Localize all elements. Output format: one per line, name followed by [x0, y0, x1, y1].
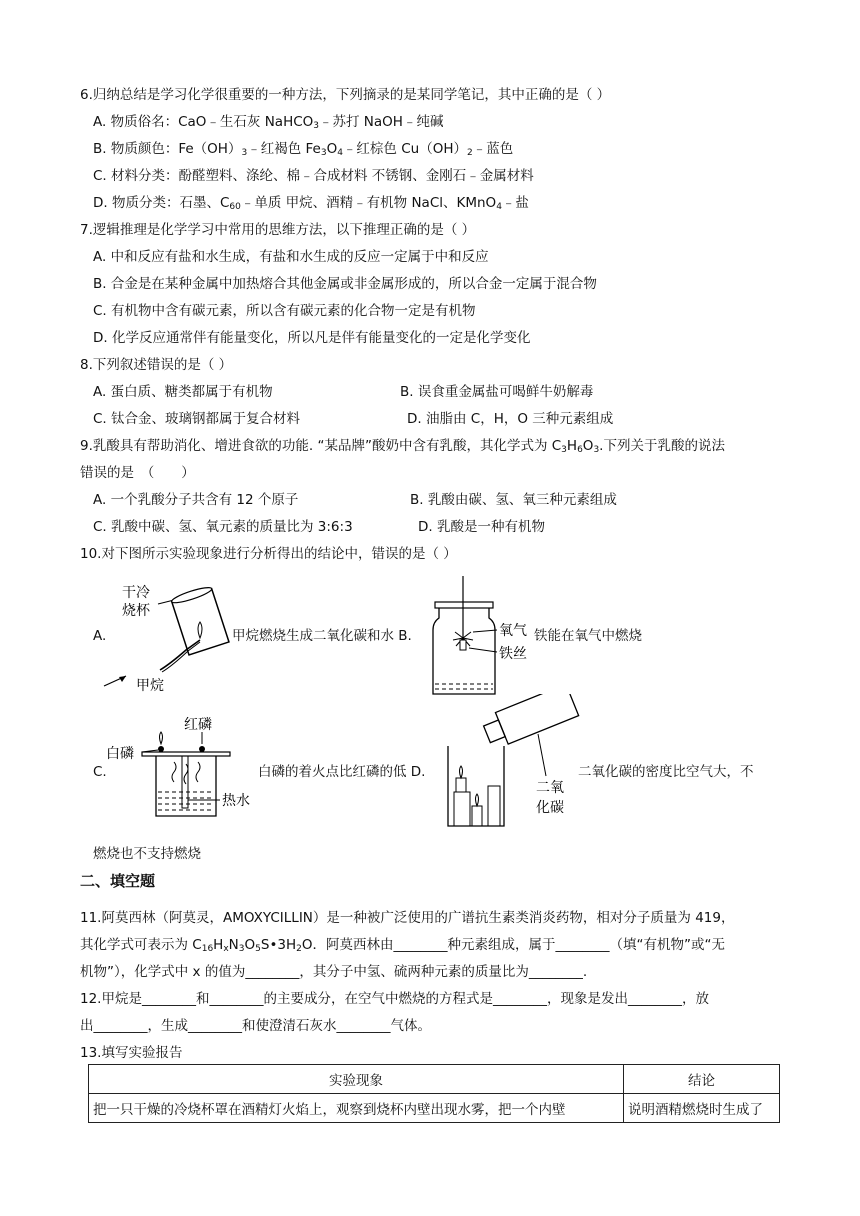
q8-option-c: C. 钛合金、玻璃钢都属于复合材料: [93, 411, 301, 427]
q6-option-b: B. 物质颜色：$Fe(OH)_3﹣$红褐色 $Fe_3O_4﹣$红棕色 $Cu(OH)_2﹣$蓝色: [93, 141, 514, 158]
q10-option-a-text: 甲烷燃烧生成二氧化碳和水 B.: [232, 628, 412, 644]
red-phosphorus-dot: [199, 746, 205, 752]
q11-line1: 11.阿莫西林（阿莫灵，AMOXYCILLIN）是一种被广泛使用的广谱抗生素类消炎药物，相对分子质量为 419，: [80, 910, 735, 926]
header-conclusion: 结论: [624, 1065, 780, 1094]
candle-flame-low: [460, 766, 463, 778]
table-row: [89, 1094, 780, 1123]
q12-line2: 出________，生成________和使澄清石灰水________气体。: [80, 1018, 431, 1034]
candle-high: [472, 806, 482, 826]
step-low: [456, 778, 466, 792]
q7-option-d: D. 化学反应通常伴有能量变化，所以凡是伴有能量变化的一定是化学变化: [93, 330, 531, 346]
bottle-lid: [435, 602, 493, 608]
fig-c-label-hot-water: 热水: [222, 793, 250, 809]
q10-option-a-letter: A.: [93, 628, 107, 644]
methane-burning-figure: [100, 578, 230, 696]
q13-stem: 13.填写实验报告: [80, 1045, 183, 1061]
q9-option-d: D. 乳酸是一种有机物: [418, 519, 545, 535]
q8-option-d: D. 油脂由 C，H，O 三种元素组成: [407, 411, 614, 427]
q8-option-b: B. 误食重金属盐可喝鲜牛奶解毒: [400, 384, 594, 400]
q6-option-c: C. 材料分类：酚醛塑料、涤纶、棉﹣合成材料 不锈钢、金刚石﹣金属材料: [93, 168, 534, 184]
fig-b-label-wire: 铁丝: [499, 646, 527, 662]
q12-line1: 12.甲烷是________和________的主要成分，在空气中燃烧的方程式是________，现象是发出________，放: [80, 991, 709, 1007]
fig-b-leader-wire: [469, 648, 497, 652]
q6-option-d: D. 物质分类：石墨、$C_{60}﹣$单质 甲烷、酒精﹣有机物 NaCl、KMnO$_4$﹣盐: [93, 195, 529, 212]
co2-bottle-icon: [481, 694, 579, 750]
step-low-base: [454, 792, 470, 826]
q10-option-c-letter: C.: [93, 764, 107, 780]
step-block: [488, 786, 500, 826]
fig-c-label-red-p: 红磷: [184, 717, 212, 733]
fig-d-leader: [538, 734, 546, 776]
iron-wire-coil: [460, 640, 466, 650]
q8-stem: 8.下列叙述错误的是（ ）: [80, 357, 233, 373]
q6-option-a: A. 物质俗名：CaO﹣生石灰 NaHCO$_3$﹣苏打 NaOH﹣纯碱: [93, 114, 444, 131]
q11-line3: 机物”），化学式中 x 的值为________，其分子中氢、硫两种元素的质量比为________.: [80, 964, 588, 980]
q9-option-c: C. 乳酸中碳、氢、氧元素的质量比为 3:6:3: [93, 519, 353, 535]
co2-pouring-figure: [440, 694, 580, 834]
cell-conclusion: 说明酒精燃烧时生成了: [624, 1094, 780, 1123]
q6-stem: 6.归纳总结是学习化学很重要的一种方法，下列摘录的是某同学笔记，其中正确的是（ ）: [80, 87, 611, 103]
beaker-icon: [170, 585, 228, 655]
fig-d-label-2: 化碳: [536, 800, 564, 816]
candle-flame-high: [476, 794, 479, 806]
fig-b-leader-oxygen: [473, 630, 497, 632]
q11-line2: 其化学式可表示为 $C_{16}H_xN_3O_5S•3H_2O$．阿莫西林由________种元素组成，属于________（填“有机物”或“无: [80, 937, 725, 954]
copper-plate: [142, 752, 230, 756]
q7-option-b: B. 合金是在某种金属中加热熔合其他金属或非金属形成的，所以合金一定属于混合物: [93, 276, 597, 292]
fig-a-label-beaker1: 干冷: [122, 585, 150, 601]
q10-option-c-text: 白磷的着火点比红磷的低 D.: [258, 764, 426, 780]
fig-a-label-beaker2: 烧杯: [122, 603, 150, 619]
q9-stem-cont: 错误的是 （ ）: [80, 465, 195, 481]
gas-tube-inner: [162, 642, 200, 672]
header-phenomenon: 实验现象: [89, 1065, 624, 1094]
fig-b-label-oxygen: 氧气: [499, 623, 527, 639]
steam-icon: [172, 762, 200, 784]
gas-tube-icon: [160, 640, 200, 670]
q7-option-a: A. 中和反应有盐和水生成，有盐和水生成的反应一定属于中和反应: [93, 249, 489, 265]
flame-icon-c: [160, 732, 163, 744]
cell-phenomenon: 把一只干燥的冷烧杯罩在酒精灯火焰上，观察到烧杯内壁出现水雾，把一个内壁: [89, 1094, 624, 1123]
q7-option-c: C. 有机物中含有碳元素，所以含有碳元素的化合物一定是有机物: [93, 303, 476, 319]
experiment-report-table: [88, 1064, 780, 1123]
white-phosphorus-dot: [158, 746, 164, 752]
beaker-c-icon: [156, 756, 216, 816]
q9-option-b: B. 乳酸由碳、氢、氧三种元素组成: [410, 492, 617, 508]
q10-option-b-text: 铁能在氧气中燃烧: [534, 628, 642, 644]
q9-stem: 9.乳酸具有帮助消化、增进食欲的功能. “某品牌”酸奶中含有乳酸，其化学式为 $C_3H_6O_3$.下列关于乳酸的说法: [80, 438, 725, 455]
phosphorus-combustion-figure: [104, 712, 260, 830]
q9-option-a: A. 一个乳酸分子共含有 12 个原子: [93, 492, 299, 508]
table-header-row: [89, 1065, 780, 1094]
q8-option-a: A. 蛋白质、糖类都属于有机物: [93, 384, 273, 400]
q7-stem: 7.逻辑推理是化学学习中常用的思维方法，以下推理正确的是（ ）: [80, 222, 476, 238]
fig-d-label-1: 二氧: [536, 780, 564, 796]
fig-a-label-methane: 甲烷: [136, 678, 164, 694]
fig-c-label-white-p: 白磷: [106, 746, 134, 762]
flame-icon: [198, 622, 202, 638]
section-heading: 二、填空题: [80, 872, 156, 890]
q10-option-d-cont: 燃烧也不支持燃烧: [93, 846, 201, 862]
gas-bottle-icon: [433, 608, 495, 694]
q10-option-d-text: 二氧化碳的密度比空气大，不: [578, 764, 754, 780]
q10-stem: 10.对下图所示实验现象进行分析得出的结论中，错误的是（ ）: [80, 546, 457, 562]
iron-burning-figure: [425, 574, 535, 698]
